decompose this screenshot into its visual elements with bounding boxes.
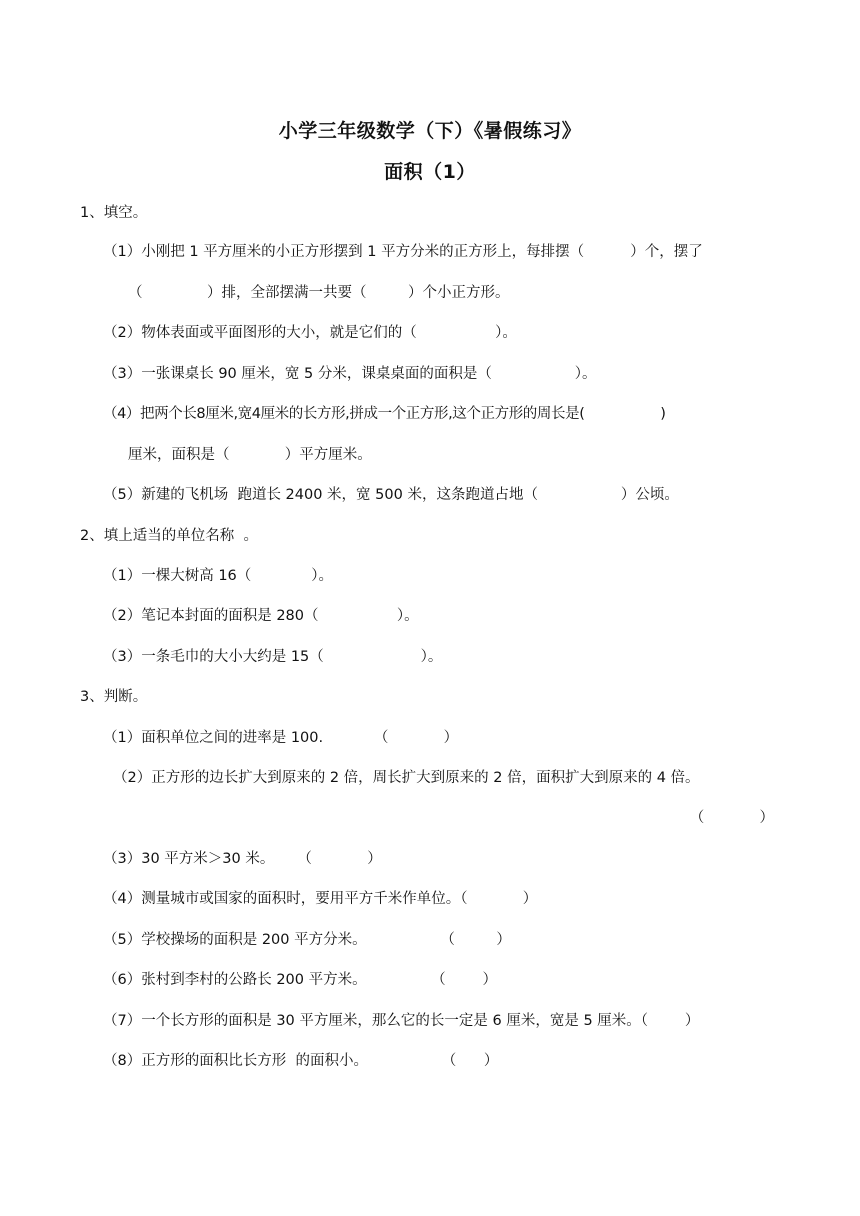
s3-q3: （3）30 平方米＞30 米。 （ ） xyxy=(103,851,382,867)
s2-q1: （1）一棵大树高 16（ ）。 xyxy=(103,568,333,584)
s3-q2-answer-parens: （ ） xyxy=(689,810,774,826)
s3-q4: （4）测量城市或国家的面积时，要用平方千米作单位。（ ） xyxy=(103,891,538,907)
s3-q7: （7）一个长方形的面积是 30 平方厘米，那么它的长一定是 6 厘米，宽是 5 厘米。（ ） xyxy=(103,1013,700,1029)
s1-q4-line1: （4）把两个长8厘米,宽4厘米的长方形,拼成一个正方形,这个正方形的周长是( ) xyxy=(103,406,666,422)
page-subtitle: 面积（1） xyxy=(384,161,476,183)
s3-q8: （8）正方形的面积比长方形 的面积小。 （ ） xyxy=(103,1053,499,1069)
section3-heading: 3、判断。 xyxy=(80,689,148,705)
page-title: 小学三年级数学（下）《暑假练习》 xyxy=(278,120,582,142)
section2-heading: 2、填上适当的单位名称 。 xyxy=(80,528,258,544)
s1-q3: （3）一张课桌长 90 厘米，宽 5 分米，课桌桌面的面积是（ ）。 xyxy=(103,366,597,382)
s1-q4-line2: 厘米，面积是（ ）平方厘米。 xyxy=(128,447,372,463)
s1-q2: （2）物体表面或平面图形的大小，就是它们的（ ）。 xyxy=(103,325,517,341)
s3-q6: （6）张村到李村的公路长 200 平方米。 （ ） xyxy=(103,972,498,988)
s2-q3: （3）一条毛巾的大小大约是 15（ ）。 xyxy=(103,649,443,665)
s2-q2: （2）笔记本封面的面积是 280（ ）。 xyxy=(103,608,419,624)
s1-q1-line2: （ ）排，全部摆满一共要（ ）个小正方形。 xyxy=(128,285,510,301)
s1-q1-line1: （1）小刚把 1 平方厘米的小正方形摆到 1 平方分米的正方形上，每排摆（ ）个，摆了 xyxy=(103,244,703,260)
section1-heading: 1、填空。 xyxy=(80,205,148,221)
s3-q5: （5）学校操场的面积是 200 平方分米。 （ ） xyxy=(103,932,511,948)
s3-q2: （2）正方形的边长扩大到原来的 2 倍，周长扩大到原来的 2 倍，面积扩大到原来的 4 倍。 xyxy=(113,770,700,786)
s3-q1: （1）面积单位之间的进率是 100. （ ） xyxy=(103,730,459,746)
s1-q5: （5）新建的飞机场 跑道长 2400 米，宽 500 米，这条跑道占地（ ）公顷。 xyxy=(103,487,679,503)
